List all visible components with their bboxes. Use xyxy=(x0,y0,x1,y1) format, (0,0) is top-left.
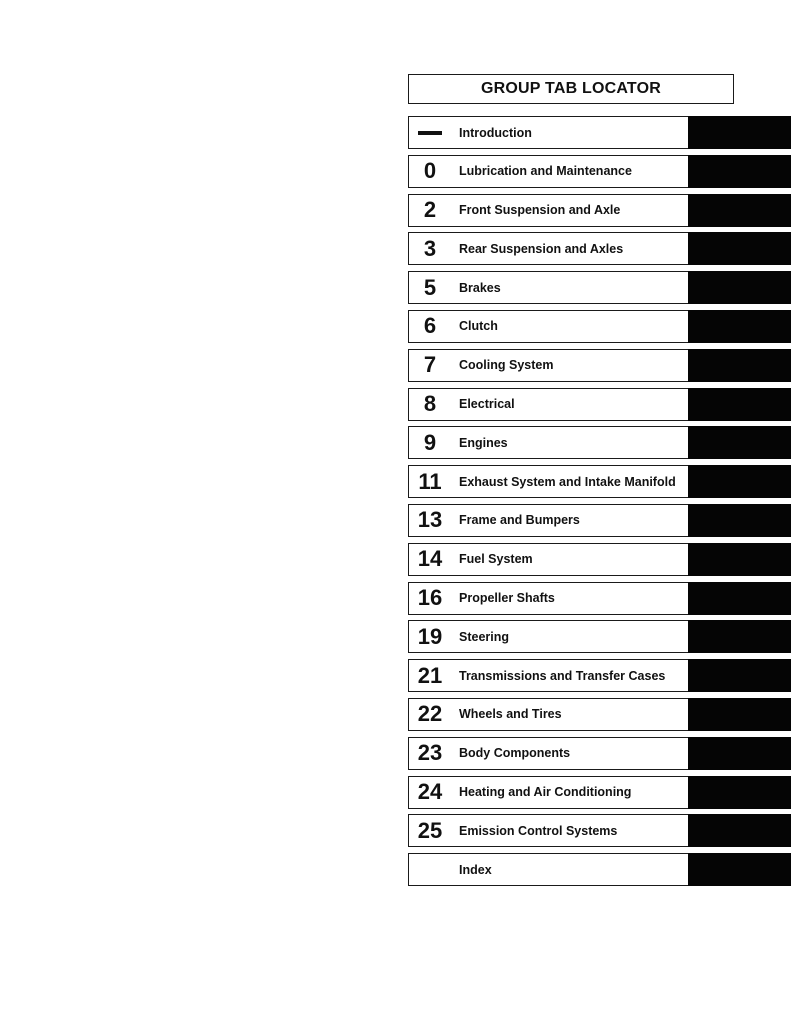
tab-number: 2 xyxy=(423,197,437,223)
tab-label-box xyxy=(408,271,688,304)
tab-title: Brakes xyxy=(459,280,501,295)
group-tab-list xyxy=(408,116,791,892)
tab-number: 7 xyxy=(423,352,437,378)
tab-label-box xyxy=(408,465,688,498)
tab-title: Engines xyxy=(459,435,508,450)
group-tab-index[interactable] xyxy=(408,853,791,886)
tab-number: 24 xyxy=(417,779,443,805)
tab-number: 21 xyxy=(417,662,443,688)
tab-label-box xyxy=(408,194,688,227)
tab-title: Body Components xyxy=(459,746,571,761)
group-tab-7[interactable] xyxy=(408,349,791,382)
group-tab-24[interactable] xyxy=(408,776,791,809)
black-tab-marker[interactable] xyxy=(688,349,791,382)
group-tab-11[interactable] xyxy=(408,465,791,498)
black-tab-marker[interactable] xyxy=(688,426,791,459)
black-tab-marker[interactable] xyxy=(688,659,791,692)
tab-number: 0 xyxy=(423,158,437,184)
tab-title: Transmissions and Transfer Cases xyxy=(459,668,666,683)
tab-label-box xyxy=(408,349,688,382)
tab-number: 8 xyxy=(423,391,437,417)
tab-number: 19 xyxy=(417,623,443,649)
tab-title: Introduction xyxy=(459,125,532,140)
group-tab-6[interactable] xyxy=(408,310,791,343)
group-tab-3[interactable] xyxy=(408,232,791,265)
group-tab-25[interactable] xyxy=(408,814,791,847)
black-tab-marker[interactable] xyxy=(688,698,791,731)
tab-label-box xyxy=(408,232,688,265)
tab-label-box xyxy=(408,582,688,615)
group-tab-21[interactable] xyxy=(408,659,791,692)
tab-label-box xyxy=(408,620,688,653)
tab-label-box xyxy=(408,659,688,692)
tab-label-box xyxy=(408,737,688,770)
tab-label-box xyxy=(408,155,688,188)
tab-title: Emission Control Systems xyxy=(459,823,618,838)
tab-title: Fuel System xyxy=(459,552,533,567)
tab-label-box xyxy=(408,776,688,809)
group-tab-16[interactable] xyxy=(408,582,791,615)
black-tab-marker[interactable] xyxy=(688,814,791,847)
group-tab-9[interactable] xyxy=(408,426,791,459)
tab-title: Lubrication and Maintenance xyxy=(459,164,632,179)
tab-title: Exhaust System and Intake Manifold xyxy=(459,474,676,489)
black-tab-marker[interactable] xyxy=(688,543,791,576)
tab-title: Cooling System xyxy=(459,358,554,373)
group-tab-8[interactable] xyxy=(408,388,791,421)
black-tab-marker[interactable] xyxy=(688,155,791,188)
tab-label-box xyxy=(408,504,688,537)
black-tab-marker[interactable] xyxy=(688,620,791,653)
tab-title: Steering xyxy=(459,629,510,644)
tab-label-box xyxy=(408,814,688,847)
black-tab-marker[interactable] xyxy=(688,465,791,498)
tab-number: 6 xyxy=(423,313,437,339)
tab-number: 22 xyxy=(417,701,443,727)
tab-label-box xyxy=(408,853,688,886)
group-tab-5[interactable] xyxy=(408,271,791,304)
tab-number: 13 xyxy=(417,507,443,533)
tab-number: 3 xyxy=(423,235,437,261)
tab-title: Heating and Air Conditioning xyxy=(459,785,632,800)
tab-number: 9 xyxy=(423,429,437,455)
tab-title: Frame and Bumpers xyxy=(459,513,580,528)
dash-bar xyxy=(418,131,442,135)
tab-number: 11 xyxy=(418,468,442,494)
tab-number: 5 xyxy=(423,274,437,300)
black-tab-marker[interactable] xyxy=(688,271,791,304)
black-tab-marker[interactable] xyxy=(688,388,791,421)
black-tab-marker[interactable] xyxy=(688,853,791,886)
tab-title: Electrical xyxy=(459,397,515,412)
tab-title: Front Suspension and Axle xyxy=(459,203,621,218)
tab-label-box xyxy=(408,426,688,459)
black-tab-marker[interactable] xyxy=(688,504,791,537)
tab-label-box xyxy=(408,543,688,576)
tab-title: Index xyxy=(459,862,492,877)
group-tab-locator-header xyxy=(408,74,734,104)
tab-number: 23 xyxy=(417,740,443,766)
group-tab-13[interactable] xyxy=(408,504,791,537)
black-tab-marker[interactable] xyxy=(688,232,791,265)
group-tab-14[interactable] xyxy=(408,543,791,576)
black-tab-marker[interactable] xyxy=(688,737,791,770)
black-tab-marker[interactable] xyxy=(688,310,791,343)
tab-title: Clutch xyxy=(459,319,498,334)
tab-title: Rear Suspension and Axles xyxy=(459,241,624,256)
black-tab-marker[interactable] xyxy=(688,116,791,149)
tab-label-box xyxy=(408,388,688,421)
black-tab-marker[interactable] xyxy=(688,776,791,809)
group-tab-2[interactable] xyxy=(408,194,791,227)
black-tab-marker[interactable] xyxy=(688,194,791,227)
group-tab-19[interactable] xyxy=(408,620,791,653)
tab-label-box xyxy=(408,310,688,343)
dash-icon xyxy=(409,131,451,135)
tab-label-box xyxy=(408,698,688,731)
tab-number: 14 xyxy=(417,546,443,572)
tab-number: 25 xyxy=(417,817,443,843)
group-tab-introduction[interactable] xyxy=(408,116,791,149)
header-title: GROUP TAB LOCATOR xyxy=(481,80,661,97)
tab-title: Wheels and Tires xyxy=(459,707,562,722)
tab-title: Propeller Shafts xyxy=(459,591,555,606)
group-tab-23[interactable] xyxy=(408,737,791,770)
tab-label-box xyxy=(408,116,688,149)
tab-number: 16 xyxy=(417,585,443,611)
group-tab-0[interactable] xyxy=(408,155,791,188)
group-tab-22[interactable] xyxy=(408,698,791,731)
black-tab-marker[interactable] xyxy=(688,582,791,615)
